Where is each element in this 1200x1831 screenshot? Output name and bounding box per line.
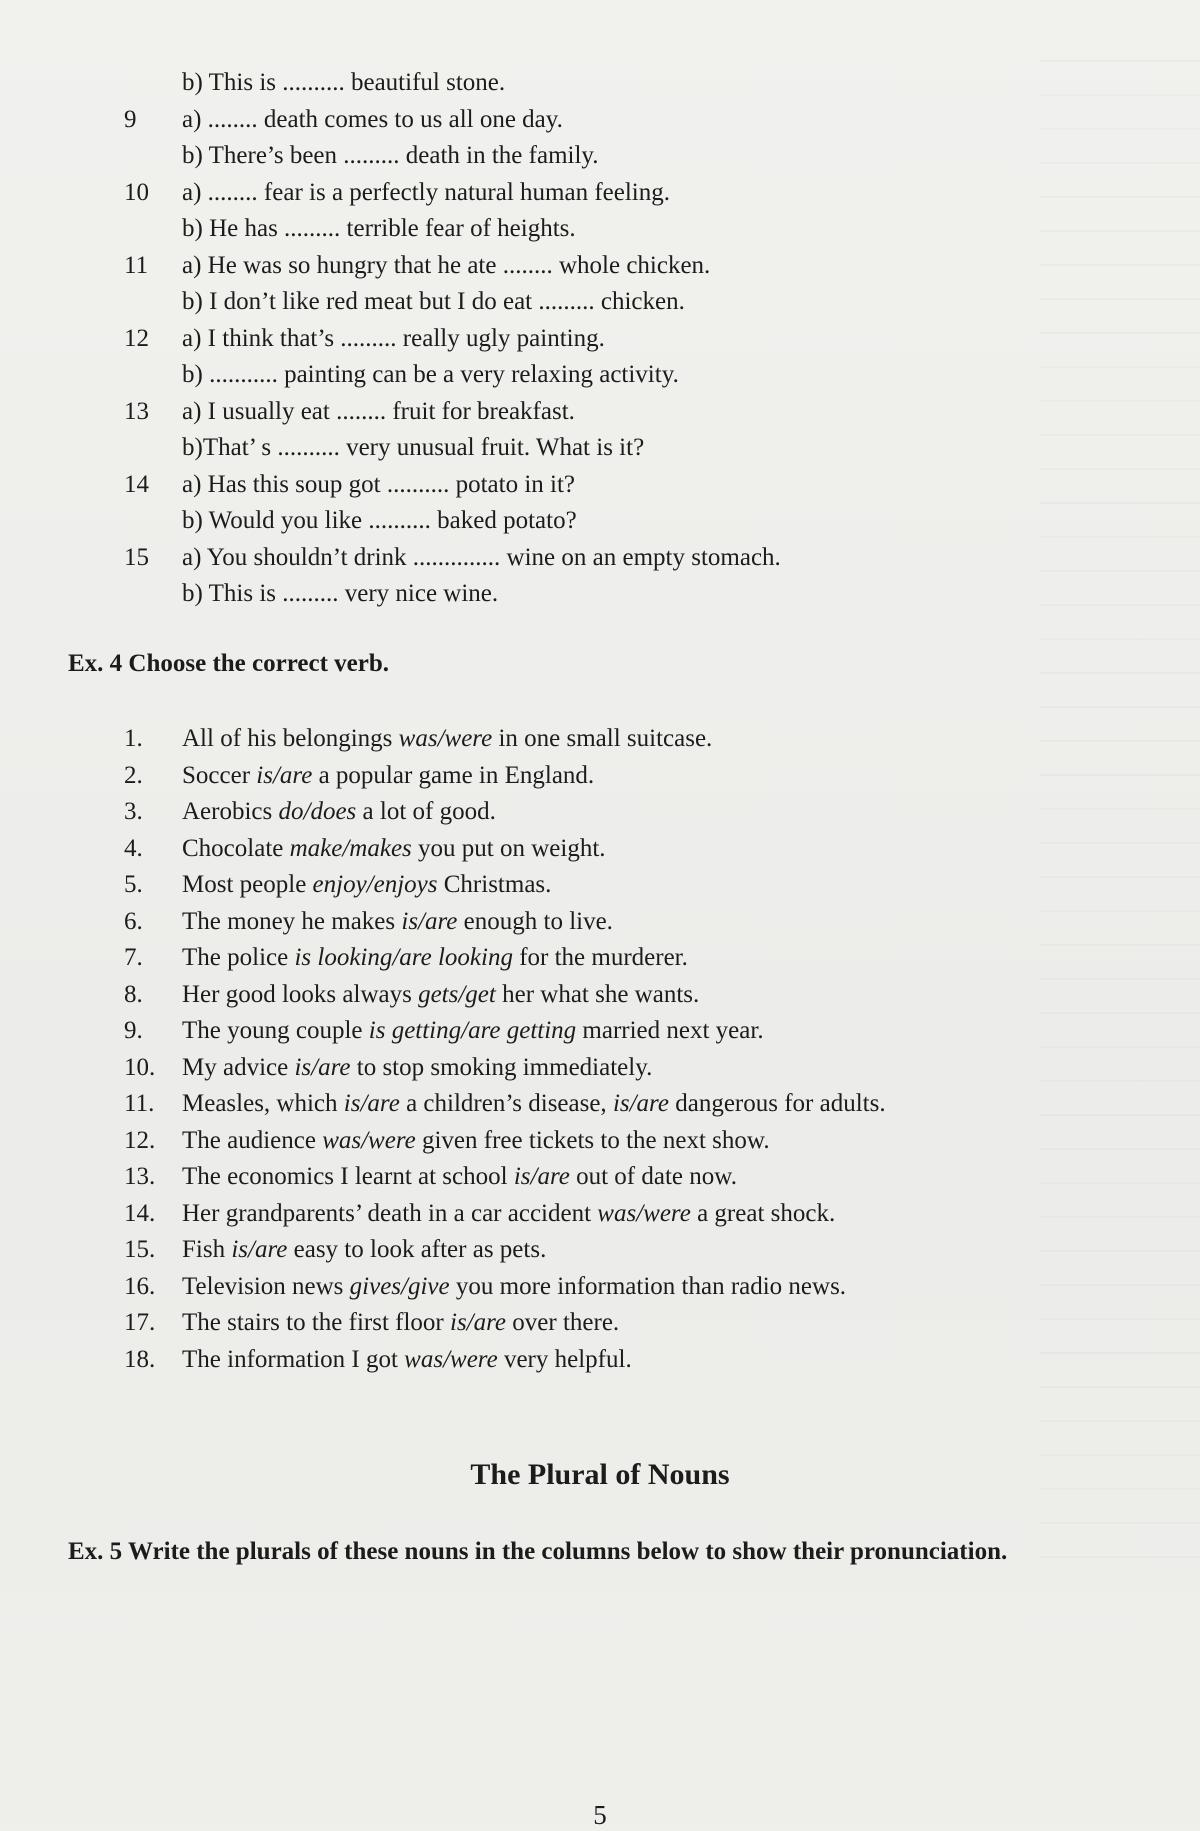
sentence-fragment: her what she wants. <box>495 980 700 1008</box>
sentence-text <box>182 980 699 1010</box>
verb-choice: is/are <box>231 1236 288 1263</box>
verb-choice: was/were <box>404 1345 498 1373</box>
sentence-fragment: Her grandparents’ death in a car accident <box>182 1199 598 1227</box>
item-number: 4. <box>124 834 143 862</box>
sentence-fragment: in one small suitcase. <box>492 725 713 752</box>
sentence-text: a) You shouldn’t drink .............. wine on an empty stomach. <box>182 543 781 571</box>
sentence-fragment: very helpful. <box>497 1345 632 1373</box>
item-number: 11 <box>124 251 149 279</box>
item-number: 14. <box>124 1199 156 1227</box>
sentence-fragment: The money he makes <box>182 907 402 935</box>
item-number: 9. <box>124 1017 143 1044</box>
sentence-fragment: enough to live. <box>457 907 613 935</box>
verb-choice: gives/give <box>349 1272 450 1300</box>
sentence-text <box>182 1308 619 1338</box>
item-number: 3. <box>124 798 143 825</box>
sentence-text: b) I don’t like red meat but I do eat ......... chicken. <box>182 288 685 315</box>
sentence-fragment: Soccer <box>182 761 257 789</box>
item-number: 14 <box>124 470 149 498</box>
verb-choice: enjoy/enjoys <box>312 871 438 898</box>
sentence-text <box>182 1235 546 1265</box>
sentence-fragment: a popular game in England. <box>312 761 595 789</box>
sentence-fragment: easy to look after as pets. <box>287 1236 547 1263</box>
sentence-fragment: The stairs to the first floor <box>182 1309 450 1336</box>
item-number: 16. <box>124 1272 156 1300</box>
item-number: 7. <box>124 944 143 971</box>
verb-choice: gets/get <box>418 980 496 1008</box>
sentence-fragment: Aerobics <box>182 798 279 825</box>
item-number: 12 <box>124 324 149 352</box>
verb-choice: is/are <box>513 1163 570 1190</box>
sentence-fragment: Television news <box>182 1272 350 1300</box>
sentence-text: b) Would you like .......... baked potato? <box>182 507 577 534</box>
sentence-text: a) I usually eat ........ fruit for breakfast. <box>182 397 575 425</box>
sentence-text: a) I think that’s ......... really ugly painting. <box>182 324 605 352</box>
sentence-fragment: The audience <box>182 1126 323 1154</box>
sentence-text <box>182 724 712 754</box>
verb-choice: is/are <box>294 1053 351 1081</box>
sentence-text: a) He was so hungry that he ate ........ whole chicken. <box>182 251 711 279</box>
sentence-fragment: given free tickets to the next show. <box>415 1126 770 1154</box>
sentence-fragment: Fish <box>182 1236 232 1263</box>
sentence-fragment: All of his belongings <box>182 725 399 752</box>
sentence-text <box>182 1089 886 1119</box>
item-number: 10 <box>124 178 149 206</box>
verb-choice: was/were <box>322 1126 416 1154</box>
sentence-fragment: you more information than radio news. <box>449 1272 847 1300</box>
sentence-fragment: The economics I learnt at school <box>182 1163 514 1190</box>
sentence-text: a) ........ death comes to us all one day. <box>182 105 563 133</box>
verb-choice: is looking/are looking <box>294 944 513 971</box>
sentence-text: b) This is .......... beautiful stone. <box>182 69 506 96</box>
item-number: 13 <box>124 397 149 425</box>
sentence-fragment: to stop smoking immediately. <box>350 1053 653 1081</box>
sentence-fragment: Measles, which <box>182 1090 344 1117</box>
verb-choice: was/were <box>398 725 493 752</box>
sentence-fragment: you put on weight. <box>411 834 606 862</box>
item-number: 8. <box>124 980 143 1008</box>
sentence-fragment: The police <box>182 944 295 971</box>
item-number: 17. <box>124 1309 156 1336</box>
sentence-text <box>182 834 606 864</box>
exercise-5-instruction: Ex. 5 Write the plurals of these nouns in the columns below to show their pronunciation. <box>68 1538 1008 1565</box>
sentence-fragment: Chocolate <box>182 834 290 862</box>
sentence-text: a) Has this soup got .......... potato in it? <box>182 470 576 498</box>
sentence-text <box>182 1272 846 1302</box>
verb-choice: was/were <box>597 1199 691 1227</box>
sentence-text <box>182 797 496 827</box>
verb-choice: is/are <box>450 1309 507 1336</box>
sentence-fragment: a children’s disease, <box>399 1090 613 1117</box>
exercise-4-heading: Ex. 4 Choose the correct verb. <box>68 650 389 677</box>
sentence-text <box>182 1162 737 1192</box>
item-number: 5. <box>124 871 143 898</box>
section-title: The Plural of Nouns <box>470 1458 730 1491</box>
sentence-fragment: married next year. <box>576 1017 764 1044</box>
item-number: 15 <box>124 543 149 571</box>
sentence-fragment: Christmas. <box>437 871 552 898</box>
verb-choice: is/are <box>256 761 313 789</box>
sentence-text <box>182 1126 770 1156</box>
page-number: 5 <box>593 1800 607 1830</box>
sentence-fragment: a great shock. <box>690 1199 836 1227</box>
sentence-text: b)That’ s .......... very unusual fruit. What is it? <box>182 434 645 461</box>
item-number: 9 <box>124 105 137 133</box>
sentence-text <box>182 870 551 900</box>
sentence-text <box>182 943 688 973</box>
sentence-text <box>182 1345 632 1375</box>
sentence-text: b) ........... painting can be a very relaxing activity. <box>182 361 679 388</box>
verb-choice: is getting/are getting <box>368 1017 577 1044</box>
sentence-text: b) He has ......... terrible fear of heights. <box>182 215 576 242</box>
item-number: 13. <box>124 1163 156 1190</box>
item-number: 10. <box>124 1053 156 1081</box>
sentence-text <box>182 1053 652 1083</box>
item-number: 6. <box>124 907 143 935</box>
item-number: 15. <box>124 1236 156 1263</box>
sentence-fragment: for the murderer. <box>512 944 688 971</box>
sentence-fragment: My advice <box>182 1053 295 1081</box>
bleed-through-shadow <box>1040 60 1200 1560</box>
sentence-text <box>182 907 613 937</box>
verb-choice: is/are <box>612 1090 669 1117</box>
item-number: 18. <box>124 1345 156 1373</box>
sentence-fragment: The information I got <box>182 1345 405 1373</box>
sentence-text: b) There’s been ......... death in the family. <box>182 142 599 169</box>
sentence-text: b) This is ......... very nice wine. <box>182 580 499 607</box>
sentence-fragment: out of date now. <box>569 1163 737 1190</box>
verb-choice: do/does <box>278 798 357 825</box>
verb-choice: is/are <box>343 1090 400 1117</box>
item-number: 12. <box>124 1126 156 1154</box>
sentence-text <box>182 761 594 791</box>
sentence-fragment: over there. <box>506 1309 620 1336</box>
sentence-fragment: The young couple <box>182 1017 369 1044</box>
sentence-fragment: dangerous for adults. <box>668 1090 886 1117</box>
verb-choice: is/are <box>401 907 458 935</box>
sentence-fragment: Most people <box>182 871 313 898</box>
verb-choice: make/makes <box>289 834 412 862</box>
sentence-text <box>182 1016 764 1046</box>
sentence-fragment: Her good looks always <box>182 980 419 1008</box>
item-number: 11. <box>124 1090 155 1117</box>
sentence-fragment: a lot of good. <box>356 798 496 825</box>
sentence-text: a) ........ fear is a perfectly natural human feeling. <box>182 178 670 206</box>
item-number: 2. <box>124 761 143 789</box>
item-number: 1. <box>124 725 143 752</box>
sentence-text <box>182 1199 835 1229</box>
